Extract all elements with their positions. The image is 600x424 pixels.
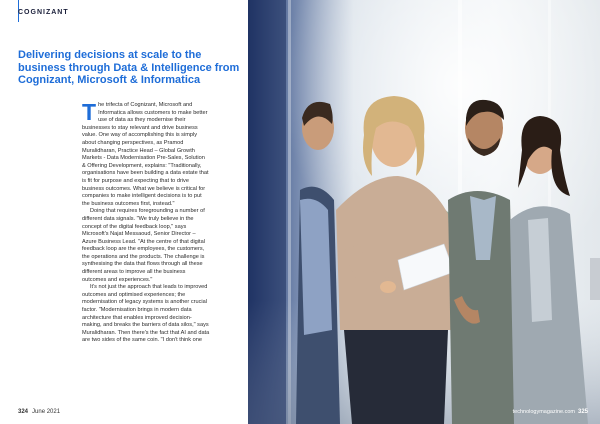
- issue-date: June 2021: [32, 409, 61, 415]
- article-paragraph: It's not just the approach that leads to improved outcomes and optimised experiences; the modernisation of legacy systems is another crucial factor. "Modernisation brings in modern data architecture that enables improved decision-making, and breaks the barriers of data silos," says Muralidharan. Then there's the fact that AI and data are two sides of the same coin. "I don't think one: [82, 284, 210, 344]
- drop-cap: T: [82, 99, 97, 125]
- page-number: 324: [18, 409, 29, 415]
- page-number: 325: [577, 409, 588, 415]
- article-body: [82, 99, 210, 345]
- folio-left: [18, 409, 60, 415]
- website-url: technologymagazine.com: [512, 409, 575, 415]
- office-team-photo: [248, 0, 600, 424]
- paragraph-text: he trifecta of Cognizant, Microsoft and Informatica allows customers to make better use of data as they modernise their businesses to stay relevant and drive business value. One way of accomplishing this is simply about changing perspectives, as Pramod Muralidharan, Practice Head – Global Growth Markets - Data Modernisation Pre-Sales, Solution & Offering Development, explains: "Traditionally, organisations have been building a data estate that is fit for purpose and expecting that to drive business outcomes. What we believe is critical for companies to make intelligent decisions is to put the business outcomes first, instead.": [82, 102, 209, 207]
- article-paragraph: [82, 99, 210, 208]
- section-tag: COGNIZANT: [18, 9, 69, 16]
- article-paragraph: Doing that requires foregrounding a number of different data signals. "We truly believe in the concept of the digital feedback loop," says Microsoft's Najat Messaoud, Senior Director – Azure Business Lead. "At the centre of that digital feedback loop are the employees, the customers, the operations and the products. The challenge is synthesising the data that flows through all these different areas to improve all the business outcomes and experiences.": [82, 208, 205, 283]
- folio-right: [513, 409, 588, 415]
- edge-tab: [590, 258, 600, 300]
- right-page: [248, 0, 600, 424]
- headline: Delivering decisions at scale to the business through Data & Intelligence from Cognizant, Microsoft & Informatica: [18, 49, 240, 86]
- left-page: [0, 0, 248, 424]
